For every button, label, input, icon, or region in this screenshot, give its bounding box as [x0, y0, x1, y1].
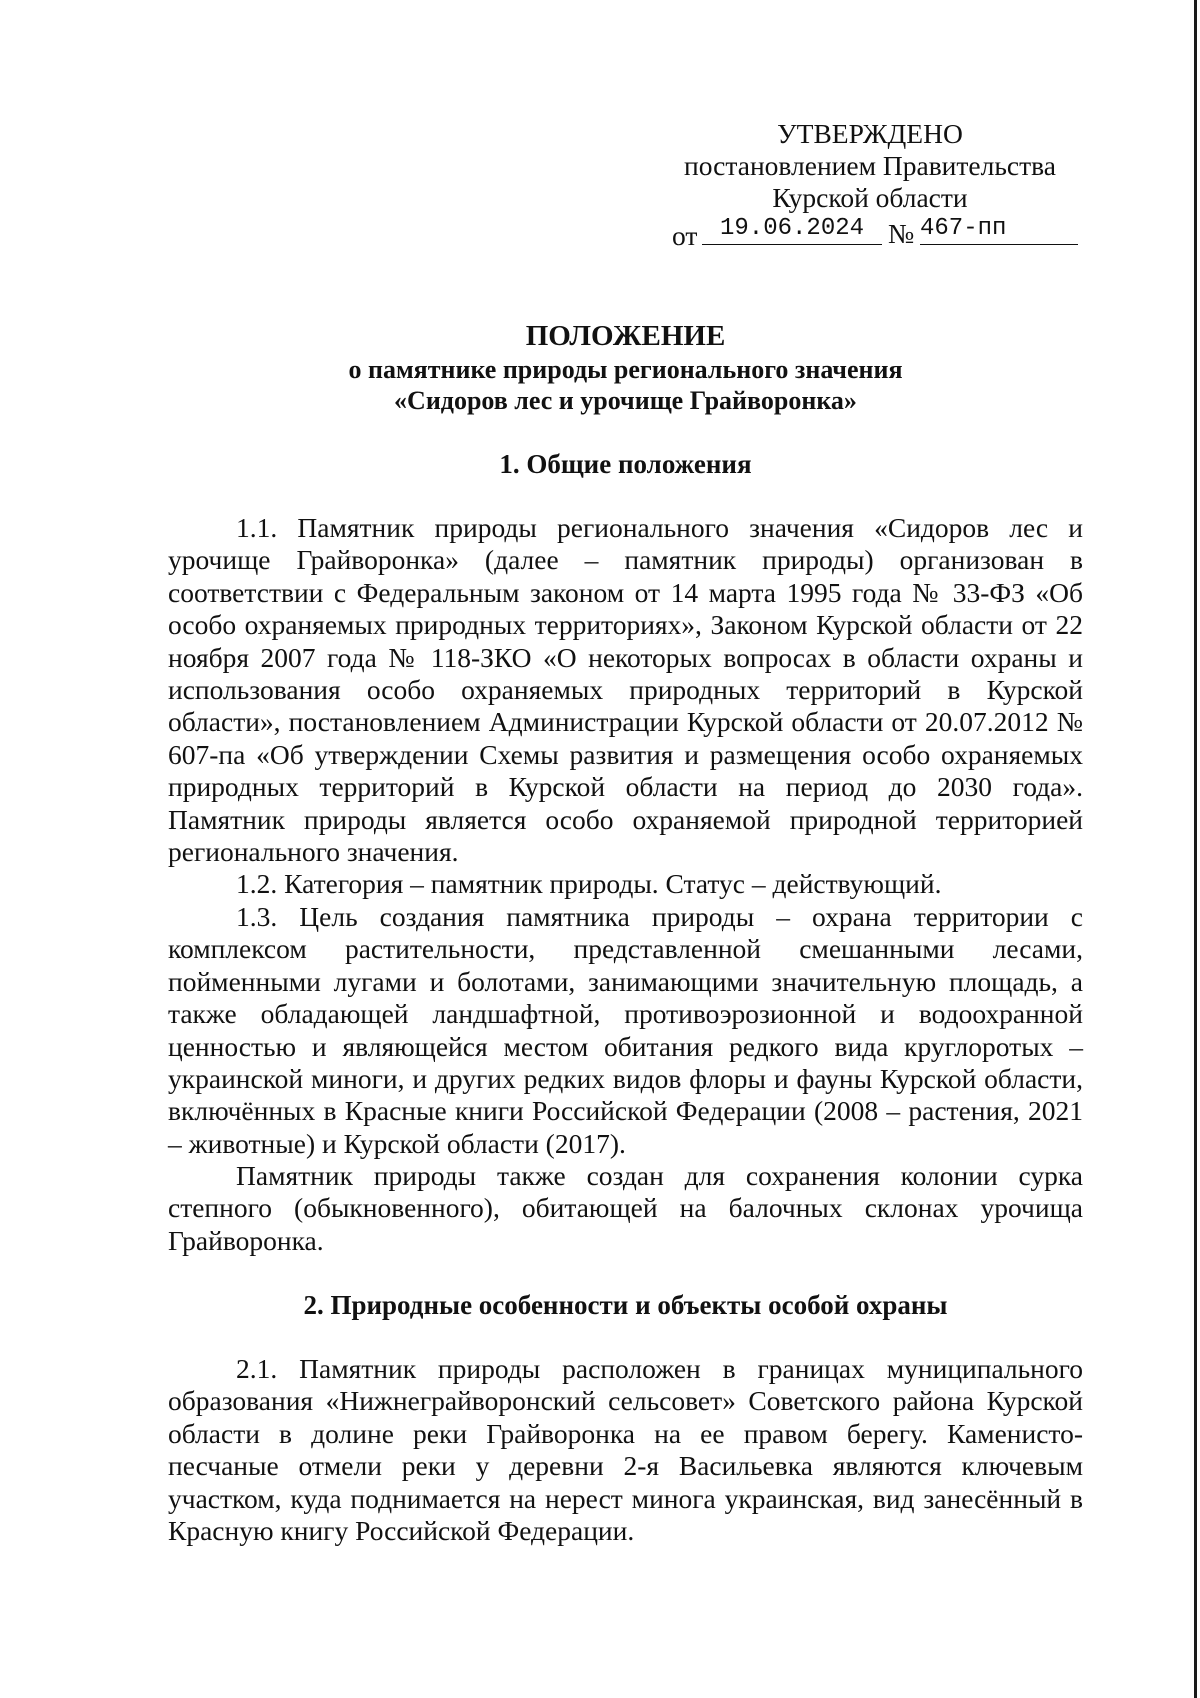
approval-region: Курской области — [772, 182, 968, 213]
approval-date: 19.06.2024 — [702, 216, 882, 245]
document-title: ПОЛОЖЕНИЕ — [525, 320, 726, 352]
section-1-heading: 1. Общие положения — [499, 449, 752, 479]
document-subtitle-line2: «Сидоров лес и урочище Грайворонка» — [394, 386, 857, 415]
approval-number: 467-пп — [920, 216, 1078, 245]
number-sign: № — [888, 218, 915, 249]
section-2-heading: 2. Природные особенности и объекты особой охраны — [303, 1290, 948, 1320]
document-title-block — [168, 318, 1083, 416]
paragraph-1-1: 1.1. Памятник природы регионального значения «Сидоров лес и урочище Грайворонка» (далее – памятник природы) организован в соответствии с Федеральным законом от 14 марта 1995 года № 33-ФЗ «Об особо охраняемых природных территориях», Законом Курской области от 22 ноября 2007 года № 118-ЗКО «О некоторых вопросах в области охраны и использования особо охраняемых природных территорий в Курской области», постановлением Администрации Курской области от 20.07.2012 № 607-па «Об утверждении Схемы развития и размещения особо охраняемых природных территорий в Курской области на период до 2030 года». Памятник природы является особо охраняемой природной территорией регионального значения. — [168, 512, 1083, 868]
approval-authority: постановлением Правительства — [684, 150, 1056, 181]
date-from-label: от — [672, 220, 698, 251]
paragraph-1-3: 1.3. Цель создания памятника природы – охрана территории с комплексом растительности, представленной смешанными лесами, пойменными лугами и болотами, занимающими значительную площадь, а также обладающей ландшафтной, противоэрозионной и водоохранной ценностью и являющейся местом обитания редкого вида круглоротых – украинской миноги, и других редких видов флоры и фауны Курской области, включённых в Красные книги Российской Федерации (2008 – растения, 2021 – животные) и Курской области (2017). — [168, 901, 1083, 1159]
approval-date-row — [660, 214, 1080, 251]
document-subtitle-line1: о памятнике природы регионального значения — [348, 355, 903, 384]
approval-stamp: УТВЕРЖДЕНО — [777, 118, 963, 149]
approval-block — [660, 118, 1080, 251]
paragraph-1-2: 1.2. Категория – памятник природы. Статус – действующий. — [236, 868, 942, 899]
paragraph-2-1: 2.1. Памятник природы расположен в границах муниципального образования «Нижнеграйворонский сельсовет» Советского района Курской области в долине реки Грайворонка на ее правом берегу. Каменисто-песчаные отмели реки у деревни 2-я Васильевка являются ключевым участком, куда поднимается на нерест минога украинская, вид занесённый в Красную книгу Российской Федерации. — [168, 1353, 1083, 1547]
scan-edge-border — [1194, 0, 1197, 1698]
paragraph-1-3-continued: Памятник природы также создан для сохранения колонии сурка степного (обыкновенного), обитающей на балочных склонах урочища Грайворонка. — [168, 1160, 1083, 1256]
